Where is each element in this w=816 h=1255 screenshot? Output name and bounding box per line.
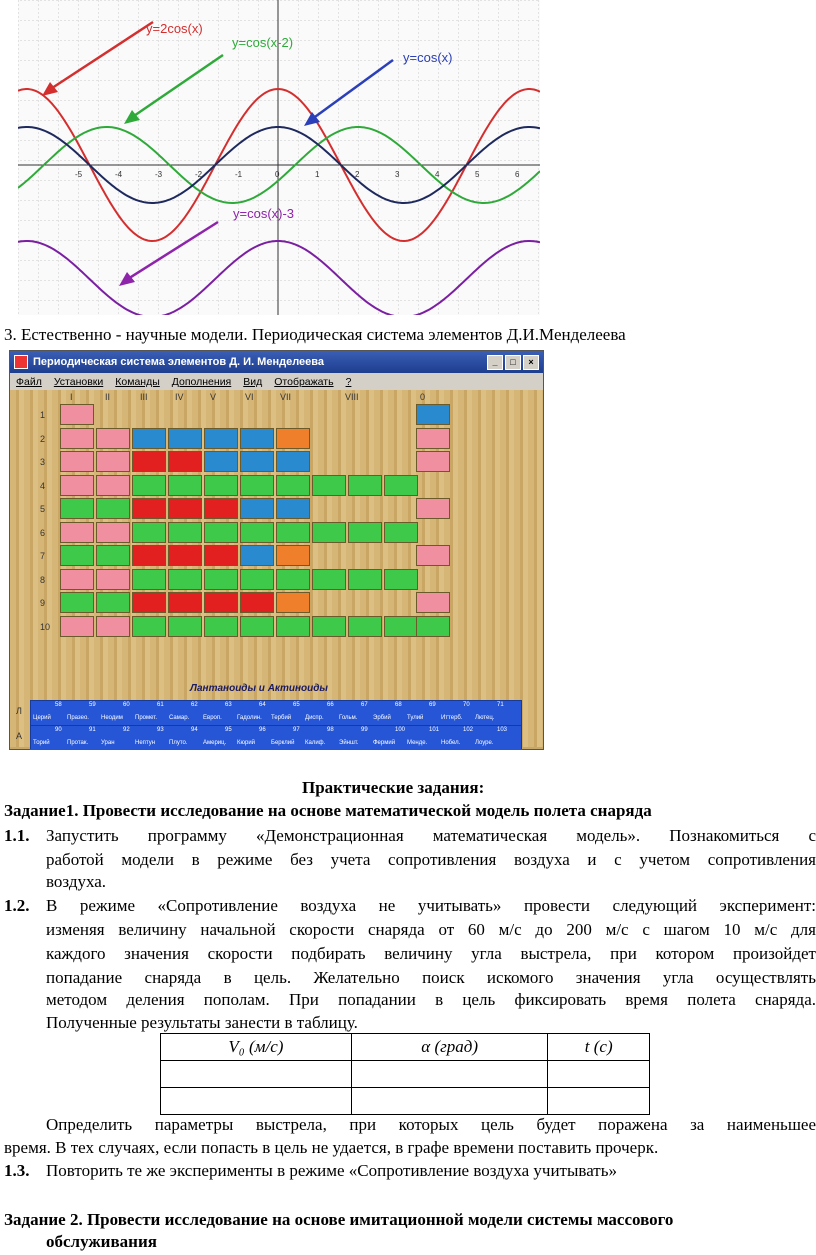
- row-label-lanthanides: Л: [16, 706, 22, 716]
- row-label-actinides: А: [16, 731, 23, 741]
- f-element-name[interactable]: Эйншт.: [339, 740, 359, 746]
- practical-heading: Практические задания:: [302, 778, 485, 797]
- f-element-name[interactable]: Нобел.: [441, 740, 461, 746]
- item-1-2-line6: Полученные результаты занести в таблицу.: [46, 1013, 358, 1032]
- item-1-3-text: Повторить те же эксперименты в режиме «Сопротивление воздуха учитывать»: [46, 1161, 617, 1180]
- element-cell[interactable]: [60, 404, 94, 425]
- period-number: 9: [40, 598, 46, 608]
- element-cell[interactable]: [168, 616, 202, 637]
- f-element-name[interactable]: Плуто.: [169, 740, 188, 746]
- f-element-number: 91: [89, 727, 96, 733]
- element-cell[interactable]: [416, 498, 450, 519]
- f-element-name[interactable]: Уран: [101, 740, 115, 746]
- group-header: II: [105, 392, 111, 402]
- window-title: Периодическая система элементов Д. И. Менделеева: [33, 356, 325, 368]
- f-element-name[interactable]: Калиф.: [305, 740, 326, 746]
- lanthanides-title: Лантаноиды и Актиноиды: [190, 683, 328, 694]
- f-element-number: 68: [395, 702, 402, 708]
- f-element-number: 61: [157, 702, 164, 708]
- period-number: 3: [40, 457, 46, 467]
- menu-bar: [10, 373, 543, 390]
- f-element-number: 90: [55, 727, 62, 733]
- period-number: 1: [40, 410, 46, 420]
- item-1-2-line4: попадание снаряда в цель. Желательно поиск искомого значения угла осуществлять: [46, 968, 816, 987]
- x-tick-label: -2: [195, 170, 203, 179]
- f-element-name[interactable]: Тербий: [271, 715, 292, 721]
- f-element-number: 95: [225, 727, 232, 733]
- element-cell[interactable]: [132, 451, 166, 472]
- group-header: IV: [175, 392, 184, 402]
- element-cell[interactable]: [416, 428, 450, 449]
- f-element-name[interactable]: Тулий: [407, 715, 424, 721]
- f-element-name[interactable]: Европ.: [203, 715, 222, 721]
- element-cell[interactable]: [276, 451, 310, 472]
- element-cell[interactable]: [348, 475, 382, 496]
- element-cell[interactable]: [276, 498, 310, 519]
- table-cell[interactable]: [351, 1088, 548, 1115]
- element-cell[interactable]: [416, 616, 450, 637]
- element-cell[interactable]: [168, 498, 202, 519]
- element-cell[interactable]: [416, 545, 450, 566]
- close-button[interactable]: ×: [523, 355, 539, 370]
- group-header: V: [210, 392, 217, 402]
- item-1-1-line1: Запустить программу «Демонстрационная математическая модель». Познакомиться с: [46, 826, 816, 845]
- x-tick-label: 3: [395, 170, 400, 179]
- element-cell[interactable]: [384, 616, 418, 637]
- element-cell[interactable]: [168, 569, 202, 590]
- x-tick-label: 5: [475, 170, 480, 179]
- period-number: 7: [40, 551, 46, 561]
- element-cell[interactable]: [276, 616, 310, 637]
- item-1-1-line3: воздуха.: [46, 872, 107, 891]
- label-cos-minus-3: y=cos(x)-3: [233, 206, 295, 221]
- app-icon: [14, 355, 28, 369]
- task2-title-line2: обслуживания: [46, 1232, 157, 1251]
- x-tick-label: -1: [235, 170, 243, 179]
- f-element-name[interactable]: Эрбий: [373, 715, 391, 721]
- table-header-time: t (с): [548, 1034, 650, 1061]
- element-cell[interactable]: [132, 616, 166, 637]
- lanthanides-row: [30, 700, 522, 727]
- element-cell[interactable]: [276, 522, 310, 543]
- element-cell[interactable]: [204, 522, 238, 543]
- table-cell[interactable]: [548, 1061, 650, 1088]
- period-number: 8: [40, 574, 46, 585]
- f-element-name[interactable]: Иттерб.: [441, 715, 463, 721]
- actinides-row: [30, 725, 522, 750]
- f-element-name[interactable]: Церий: [33, 715, 51, 721]
- table-row: [161, 1088, 650, 1115]
- f-element-name[interactable]: Празео.: [67, 715, 89, 721]
- element-cell[interactable]: [132, 428, 166, 449]
- element-cell[interactable]: [132, 522, 166, 543]
- task2-title: Задание 2. Провести исследование на основе имитационной модели системы массового: [4, 1210, 674, 1229]
- element-cell[interactable]: [240, 592, 274, 613]
- minimize-button[interactable]: _: [487, 355, 503, 370]
- element-cell[interactable]: [240, 475, 274, 496]
- label-cos: y=cos(x): [403, 50, 453, 65]
- f-element-number: 62: [191, 702, 198, 708]
- element-cell[interactable]: [132, 545, 166, 566]
- element-cell[interactable]: [240, 545, 274, 566]
- f-element-name[interactable]: Протак.: [67, 740, 89, 746]
- menu-help[interactable]: ?: [345, 375, 352, 388]
- x-tick-label: -5: [75, 170, 83, 179]
- f-element-number: 71: [497, 702, 504, 708]
- table-header-angle: α (град): [351, 1034, 548, 1061]
- f-element-name[interactable]: Неодим: [101, 715, 123, 721]
- element-cell[interactable]: [416, 404, 450, 425]
- element-cell[interactable]: [168, 522, 202, 543]
- element-cell[interactable]: [96, 522, 130, 543]
- element-cell[interactable]: [204, 569, 238, 590]
- f-element-number: 70: [463, 702, 470, 708]
- element-cell[interactable]: [60, 545, 94, 566]
- f-element-name[interactable]: Гадолин.: [237, 715, 262, 721]
- menu-settings[interactable]: Установки: [53, 375, 104, 388]
- element-cell[interactable]: [204, 616, 238, 637]
- item-1-2-line2: изменяя величину начальной скорости снаряда от 60 м/с до 200 м/с с шагом 10 м/с для: [46, 920, 816, 939]
- element-cell[interactable]: [384, 569, 418, 590]
- f-element-name[interactable]: Менде.: [407, 740, 428, 746]
- element-cell[interactable]: [240, 616, 274, 637]
- element-cell[interactable]: [60, 616, 94, 637]
- x-tick-label: 1: [315, 170, 320, 179]
- f-element-name[interactable]: Самар.: [169, 715, 190, 721]
- menu-file[interactable]: Файл: [16, 375, 42, 388]
- element-cell[interactable]: [96, 616, 130, 637]
- f-element-number: 99: [361, 727, 368, 733]
- table-header-v0: V₀ (м/с): [161, 1034, 352, 1061]
- f-element-number: 97: [293, 727, 300, 733]
- f-element-number: 101: [429, 727, 440, 733]
- task1-title: Задание1. Провести исследование на основе математической модель полета снаряда: [4, 801, 652, 820]
- element-cell[interactable]: [204, 475, 238, 496]
- group-header: VII: [280, 392, 292, 402]
- element-cell[interactable]: [312, 522, 346, 543]
- element-cell[interactable]: [348, 522, 382, 543]
- element-cell[interactable]: [240, 428, 274, 449]
- menu-view[interactable]: Вид: [243, 375, 263, 388]
- f-element-name[interactable]: Фермий: [373, 740, 396, 746]
- f-element-number: 60: [123, 702, 130, 708]
- menu-display[interactable]: Отображать: [274, 375, 334, 388]
- table-header-row: [161, 1034, 650, 1061]
- f-element-number: 102: [463, 727, 474, 733]
- f-element-number: 100: [395, 727, 406, 733]
- element-cell[interactable]: [96, 498, 130, 519]
- element-cell[interactable]: [60, 428, 94, 449]
- f-element-number: 59: [89, 702, 96, 708]
- element-cell[interactable]: [60, 498, 94, 519]
- label-2cos: y=2cos(x): [146, 21, 203, 36]
- table-cell[interactable]: [548, 1088, 650, 1115]
- f-element-name[interactable]: Америц.: [203, 740, 227, 746]
- element-cell[interactable]: [348, 616, 382, 637]
- f-element-name[interactable]: Промет.: [135, 715, 157, 721]
- element-cell[interactable]: [312, 616, 346, 637]
- caption-natural-models: 3. Естественно - научные модели. Периодическая система элементов Д.И.Менделеева: [4, 325, 626, 344]
- f-element-number: 69: [429, 702, 436, 708]
- element-cell[interactable]: [60, 522, 94, 543]
- element-cell[interactable]: [132, 569, 166, 590]
- group-header: 0: [420, 392, 426, 402]
- element-cell[interactable]: [96, 592, 130, 613]
- element-cell[interactable]: [416, 451, 450, 472]
- periodic-table-window: [9, 350, 544, 750]
- item-1-2-line5: методом деления пополам. При попадании в цель фиксировать время полета снаряда.: [46, 990, 816, 1009]
- element-cell[interactable]: [276, 592, 310, 613]
- table-cell[interactable]: [161, 1088, 352, 1115]
- element-cell[interactable]: [168, 475, 202, 496]
- period-number: 2: [40, 433, 46, 444]
- cosine-graph: [18, 0, 540, 315]
- period-number: 4: [40, 480, 46, 491]
- x-tick-label: 4: [435, 170, 440, 179]
- element-cell[interactable]: [60, 592, 94, 613]
- item-1-2-line3: каждого значения скорости подбирать величину угла выстрела, при котором произойдет: [46, 944, 816, 963]
- f-element-name[interactable]: Торий: [33, 740, 50, 746]
- menu-extras[interactable]: Дополнения: [171, 375, 232, 388]
- f-element-name[interactable]: Диспр.: [305, 715, 324, 721]
- element-cell[interactable]: [240, 451, 274, 472]
- element-cell[interactable]: [204, 592, 238, 613]
- period-number: 6: [40, 527, 46, 538]
- item-1-2-line1: В режиме «Сопротивление воздуха не учитывать» провести следующий эксперимент:: [46, 896, 816, 915]
- f-element-number: 103: [497, 727, 508, 733]
- f-element-number: 96: [259, 727, 266, 733]
- f-element-name[interactable]: Нептун: [135, 740, 156, 746]
- element-cell[interactable]: [276, 569, 310, 590]
- f-element-number: 66: [327, 702, 334, 708]
- element-cell[interactable]: [204, 498, 238, 519]
- periodic-table-grid: [10, 390, 543, 747]
- f-element-number: 58: [55, 702, 62, 708]
- f-element-number: 67: [361, 702, 368, 708]
- element-cell[interactable]: [132, 592, 166, 613]
- element-cell[interactable]: [312, 475, 346, 496]
- table-cell[interactable]: [351, 1061, 548, 1088]
- element-cell[interactable]: [96, 451, 130, 472]
- group-header: III: [140, 392, 148, 402]
- element-cell[interactable]: [168, 451, 202, 472]
- x-tick-label: 2: [355, 170, 360, 179]
- item-1-1-line2: работой модели в режиме без учета сопротивления воздуха и с учетом сопротивления: [46, 850, 816, 869]
- group-header: I: [70, 392, 73, 402]
- element-cell[interactable]: [204, 545, 238, 566]
- f-element-name[interactable]: Гольм.: [339, 715, 358, 721]
- f-element-number: 64: [259, 702, 266, 708]
- item-1-3-number: 1.3.: [4, 1161, 30, 1180]
- f-element-name[interactable]: Лютец.: [475, 715, 495, 721]
- element-cell[interactable]: [168, 545, 202, 566]
- x-tick-label: -4: [115, 170, 123, 179]
- maximize-button[interactable]: □: [505, 355, 521, 370]
- item-1-2-number: 1.2.: [4, 896, 30, 915]
- element-cell[interactable]: [348, 569, 382, 590]
- element-cell[interactable]: [132, 475, 166, 496]
- element-cell[interactable]: [204, 428, 238, 449]
- x-tick-label: 0: [275, 170, 280, 179]
- element-cell[interactable]: [60, 569, 94, 590]
- element-cell[interactable]: [240, 522, 274, 543]
- element-cell[interactable]: [384, 475, 418, 496]
- f-element-name[interactable]: Лоуре.: [475, 740, 494, 746]
- f-element-number: 92: [123, 727, 130, 733]
- element-cell[interactable]: [240, 498, 274, 519]
- element-cell[interactable]: [240, 569, 274, 590]
- f-element-number: 94: [191, 727, 198, 733]
- element-cell[interactable]: [312, 569, 346, 590]
- conclusion-line2: время. В тех случаях, если попасть в цель не удается, в графе времени поставить прочерк.: [4, 1138, 659, 1157]
- table-cell[interactable]: [161, 1061, 352, 1088]
- x-tick-label: -3: [155, 170, 163, 179]
- menu-commands[interactable]: Команды: [115, 375, 160, 388]
- period-number: 10: [40, 621, 51, 632]
- label-cos-x-minus-2: y=cos(x-2): [232, 35, 294, 50]
- element-cell[interactable]: [96, 569, 130, 590]
- group-header: VI: [245, 392, 254, 402]
- element-cell[interactable]: [96, 545, 130, 566]
- element-cell[interactable]: [132, 498, 166, 519]
- element-cell[interactable]: [60, 451, 94, 472]
- element-cell[interactable]: [96, 475, 130, 496]
- conclusion-line1: Определить параметры выстрела, при которых цель будет поражена за наименьшее: [46, 1115, 816, 1134]
- element-cell[interactable]: [204, 451, 238, 472]
- element-cell[interactable]: [276, 475, 310, 496]
- element-cell[interactable]: [384, 522, 418, 543]
- table-row: [161, 1061, 650, 1088]
- element-cell[interactable]: [168, 592, 202, 613]
- element-cell[interactable]: [276, 428, 310, 449]
- results-table: [160, 1033, 650, 1115]
- f-element-number: 63: [225, 702, 232, 708]
- f-element-number: 65: [293, 702, 300, 708]
- f-element-number: 93: [157, 727, 164, 733]
- f-element-name[interactable]: Берклий: [271, 740, 295, 746]
- x-tick-label: 6: [515, 170, 520, 179]
- f-element-name[interactable]: Кюрий: [237, 740, 256, 746]
- period-number: 5: [40, 504, 46, 514]
- element-cell[interactable]: [96, 428, 130, 449]
- element-cell[interactable]: [168, 428, 202, 449]
- element-cell[interactable]: [60, 475, 94, 496]
- element-cell[interactable]: [276, 545, 310, 566]
- window-titlebar: [10, 351, 543, 373]
- item-1-1-number: 1.1.: [4, 826, 30, 845]
- f-element-number: 98: [327, 727, 334, 733]
- element-cell[interactable]: [416, 592, 450, 613]
- group-header: VIII: [345, 392, 359, 402]
